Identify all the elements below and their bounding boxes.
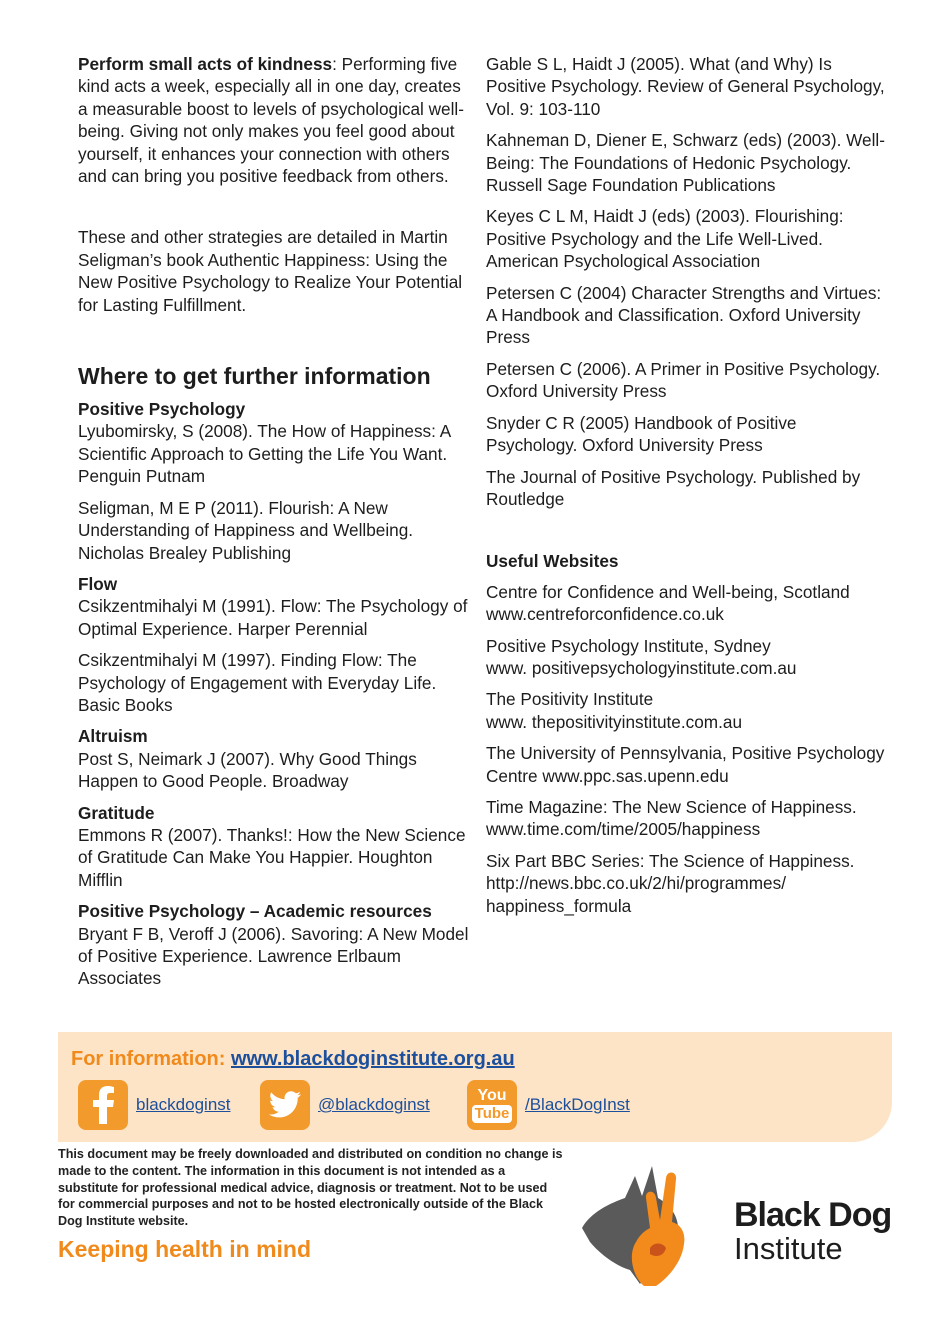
website-url[interactable]: www.time.com/time/2005/happiness (486, 819, 761, 840)
website-entry (486, 850, 886, 917)
info-label: For information: (71, 1048, 231, 1070)
website-entry (486, 581, 886, 626)
logo-text (734, 1198, 891, 1266)
kindness-title: Perform small acts of kindness (78, 54, 333, 74)
info-line (71, 1048, 515, 1071)
reference-item: Bryant F B, Veroff J (2006). Savoring: A New Model of Positive Experience. Lawrence Erlbaum Associates (78, 923, 469, 989)
website-entry (486, 742, 886, 787)
website-name: Six Part BBC Series: The Science of Happiness. (486, 850, 855, 871)
strategies-paragraph: These and other strategies are detailed in Martin Seligman’s book Authentic Happiness: Using the New Positive Psychology to Realize Your Potential for Lasting Fulfillment. (78, 227, 463, 315)
right-references (486, 53, 886, 510)
reference-groups (78, 398, 470, 990)
website-name: Centre for Confidence and Well-being, Scotland (486, 581, 850, 602)
reference-group-heading: Altruism (78, 726, 148, 747)
reference-item: Post S, Neimark J (2007). Why Good Things Happen to Good People. Broadway (78, 748, 417, 792)
website-url[interactable]: www.centreforconfidence.co.uk (486, 604, 724, 625)
disclaimer: This document may be freely downloaded and distributed on condition no change is made to the content. The information in this document is not intended as a substitute for professional medical advice, diagnosis or treatment. Not to be used for commercial purposes and not to be hosted electronically outside of the Black Dog Institute website. (58, 1147, 563, 1229)
twitter-link[interactable]: @blackdoginst (318, 1095, 430, 1114)
website-name: Positive Psychology Institute, Sydney (486, 635, 771, 656)
reference-item: Emmons R (2007). Thanks!: How the New Science of Gratitude Can Make You Happier. Houghton Mifflin (78, 824, 466, 890)
reference-item: Csikzentmihalyi M (1991). Flow: The Psychology of Optimal Experience. Harper Perennial (78, 596, 468, 639)
website-entry (486, 635, 886, 680)
reference-group-heading: Gratitude (78, 802, 155, 823)
youtube-badge-bottom: Tube (472, 1105, 513, 1123)
website-entry (486, 796, 886, 841)
twitter-social[interactable] (260, 1080, 430, 1130)
reference-item: Kahneman D, Diener E, Schwarz (eds) (2003). Well-Being: The Foundations of Hedonic Psychology. Russell Sage Foundation Publications (486, 130, 885, 196)
websites-list (486, 581, 886, 917)
website-url[interactable]: http://news.bbc.co.uk/2/hi/programmes/ happiness_formula (486, 873, 786, 916)
website-name: The University of Pennsylvania, Positive Psychology Centre www.ppc.sas.upenn.edu (486, 743, 885, 786)
info-band (58, 1032, 892, 1142)
youtube-icon[interactable] (467, 1080, 517, 1130)
website-link[interactable]: www.blackdoginstitute.org.au (230, 1048, 515, 1070)
youtube-badge-top: You (477, 1087, 507, 1104)
reference-item: Keyes C L M, Haidt J (eds) (2003). Flourishing: Positive Psychology and the Life Well-Lived. American Psychological Association (486, 206, 844, 272)
reference-item: Snyder C R (2005) Handbook of Positive Psychology. Oxford University Press (486, 412, 797, 456)
reference-group-heading: Positive Psychology (78, 399, 246, 420)
website-name: Time Magazine: The New Science of Happiness. (486, 796, 857, 817)
youtube-link[interactable]: /BlackDogInst (525, 1095, 630, 1114)
kindness-text: : Performing five kind acts a week, especially all in one day, creates a measurable boost to levels of psychological well-being. Giving not only makes you feel good about yourself, it enhances your connection with others and can bring you positive feedback from others. (78, 54, 464, 187)
reference-item: Csikzentmihalyi M (1997). Finding Flow: The Psychology of Engagement with Everyday Life. Basic Books (78, 650, 437, 715)
reference-item: Seligman, M E P (2011). Flourish: A New Understanding of Happiness and Wellbeing. Nicholas Brealey Publishing (78, 497, 414, 563)
tagline: Keeping health in mind (58, 1236, 312, 1262)
reference-group-heading: Positive Psychology – Academic resources (78, 901, 432, 922)
reference-item: Petersen C (2006). A Primer in Positive Psychology. Oxford University Press (486, 358, 881, 402)
left-column (78, 53, 470, 999)
website-name: The Positivity Institute (486, 689, 654, 710)
websites-heading: Useful Websites (486, 551, 619, 572)
kindness-paragraph (78, 53, 470, 187)
right-column (486, 53, 886, 926)
reference-group-heading: Flow (78, 573, 118, 594)
website-url[interactable]: www. positivepsychologyinstitute.com.au (486, 657, 797, 678)
twitter-icon[interactable] (260, 1080, 310, 1130)
website-entry (486, 688, 886, 733)
youtube-social[interactable] (467, 1080, 630, 1130)
reference-item: Lyubomirsky, S (2008). The How of Happiness: A Scientific Approach to Getting the Life You Want. Penguin Putnam (78, 421, 451, 487)
further-info-heading: Where to get further information (78, 363, 431, 390)
black-dog-logo-icon (580, 1158, 730, 1288)
reference-item: The Journal of Positive Psychology. Published by Routledge (486, 466, 861, 509)
facebook-social[interactable] (78, 1080, 231, 1130)
reference-item: Gable S L, Haidt J (2005). What (and Why) Is Positive Psychology. Review of General Psychology, Vol. 9: 103-110 (486, 54, 885, 119)
facebook-icon[interactable] (78, 1080, 128, 1130)
facebook-link[interactable]: blackdoginst (136, 1095, 231, 1114)
reference-item: Petersen C (2004) Character Strengths and Virtues: A Handbook and Classification. Oxford University Press (486, 282, 882, 348)
logo-line-1: Black Dog (734, 1196, 892, 1234)
logo-line-2: Institute (734, 1231, 843, 1266)
website-url[interactable]: www. thepositivityinstitute.com.au (486, 711, 743, 732)
